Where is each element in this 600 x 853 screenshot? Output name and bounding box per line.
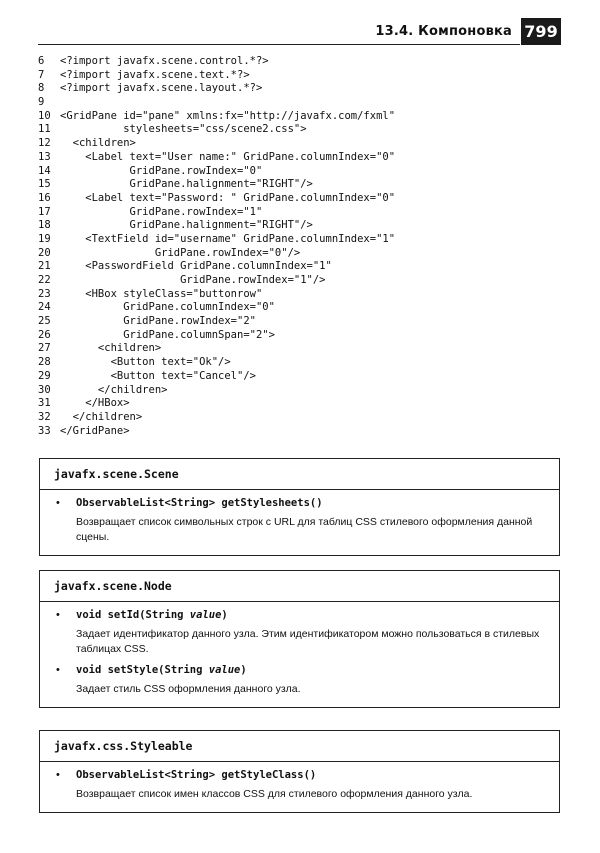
method-signature	[76, 496, 545, 511]
code-line	[38, 110, 558, 124]
code-text: GridPane.halignment="RIGHT"/>	[60, 219, 313, 232]
line-number: 8	[38, 82, 45, 95]
code-text: <children>	[60, 137, 136, 150]
code-text: <?import javafx.scene.control.*?>	[60, 55, 269, 67]
line-number: 13	[38, 150, 51, 163]
code-line	[38, 411, 558, 425]
line-number: 20	[38, 246, 51, 259]
page-header	[0, 18, 600, 48]
code-line	[38, 301, 558, 315]
line-number: 29	[38, 369, 51, 382]
code-text: <HBox styleClass="buttonrow"	[60, 287, 263, 300]
code-line	[38, 233, 558, 247]
code-line	[38, 151, 558, 165]
code-line	[38, 425, 558, 439]
line-number: 6	[38, 55, 45, 67]
bullet-icon: •	[56, 609, 60, 621]
method-description: Возвращает список имен классов CSS для стилевого оформления данного узла.	[76, 788, 473, 800]
signature-text: ObservableList<String> getStyleClass()	[76, 769, 317, 781]
line-number: 9	[38, 96, 45, 109]
code-line	[38, 219, 558, 233]
api-class-title: javafx.css.Styleable	[40, 731, 559, 762]
api-method-entry	[54, 608, 545, 657]
line-number: 24	[38, 301, 51, 314]
signature-param: value	[208, 664, 241, 676]
line-number: 15	[38, 178, 51, 191]
code-line	[38, 315, 558, 329]
line-number: 7	[38, 68, 45, 81]
bullet-icon: •	[56, 769, 60, 781]
code-text: <GridPane id="pane" xmlns:fx="http://javafx.com/fxml"	[60, 109, 396, 122]
bullet-icon: •	[56, 664, 60, 676]
code-line	[38, 274, 558, 288]
code-line	[38, 178, 558, 192]
code-line	[38, 397, 558, 411]
signature-text: ObservableList<String> getStylesheets()	[76, 497, 323, 509]
code-text: GridPane.columnIndex="0"	[60, 301, 275, 314]
code-line	[38, 384, 558, 398]
signature-text: void setId(String	[76, 609, 190, 621]
code-text: GridPane.rowIndex="0"/>	[60, 246, 301, 259]
api-box-body	[40, 762, 559, 812]
signature-tail: )	[221, 609, 228, 621]
api-class-title: javafx.scene.Node	[40, 571, 559, 602]
code-text: <Label text="User name:" GridPane.columnIndex="0"	[60, 150, 396, 163]
code-text: GridPane.halignment="RIGHT"/>	[60, 178, 313, 191]
method-signature	[76, 768, 545, 783]
header-rule	[38, 44, 520, 45]
code-text: GridPane.rowIndex="0"	[60, 164, 263, 177]
signature-tail: )	[240, 664, 247, 676]
method-description: Возвращает список символьных строк с URL для таблиц CSS стилевого оформления данной сцены.	[76, 516, 533, 543]
method-signature	[76, 663, 545, 678]
code-line	[38, 96, 558, 110]
code-text: <children>	[60, 342, 162, 355]
line-number: 28	[38, 356, 51, 369]
code-text: </children>	[60, 383, 168, 396]
api-box-styleable	[39, 730, 560, 813]
method-description: Задает стиль CSS оформления данного узла.	[76, 683, 301, 695]
code-text: GridPane.rowIndex="2"	[60, 315, 256, 328]
line-number: 22	[38, 274, 51, 286]
page-number: 799	[521, 18, 561, 45]
code-line	[38, 137, 558, 151]
api-box-scene	[39, 458, 560, 556]
signature-text: void setStyle(String	[76, 664, 209, 676]
code-text: <?import javafx.scene.text.*?>	[60, 68, 250, 81]
code-line	[38, 206, 558, 220]
line-number: 21	[38, 260, 51, 273]
code-line	[38, 356, 558, 370]
code-line	[38, 329, 558, 343]
code-listing	[38, 55, 558, 438]
code-text: </GridPane>	[60, 424, 130, 437]
method-signature	[76, 608, 545, 623]
api-class-title: javafx.scene.Scene	[40, 459, 559, 490]
line-number: 11	[38, 123, 51, 136]
line-number: 31	[38, 397, 51, 410]
signature-param: value	[189, 609, 222, 621]
line-number: 32	[38, 410, 51, 423]
api-method-entry	[54, 496, 545, 545]
code-text: <?import javafx.scene.layout.*?>	[60, 82, 263, 95]
code-line	[38, 260, 558, 274]
line-number: 30	[38, 383, 51, 396]
line-number: 23	[38, 287, 51, 300]
section-title: 13.4. Компоновка	[375, 24, 512, 39]
line-number: 14	[38, 164, 51, 177]
line-number: 10	[38, 109, 51, 122]
api-box-body	[40, 602, 559, 707]
bullet-icon: •	[56, 497, 60, 509]
code-text: <Button text="Cancel"/>	[60, 369, 256, 382]
line-number: 17	[38, 205, 51, 218]
line-number: 25	[38, 315, 51, 328]
code-line	[38, 123, 558, 137]
api-method-entry	[54, 663, 545, 697]
code-line	[38, 247, 558, 261]
line-number: 19	[38, 232, 51, 245]
code-text: </children>	[60, 410, 143, 423]
code-text: <TextField id="username" GridPane.columnIndex="1"	[60, 232, 396, 245]
code-line	[38, 82, 558, 96]
api-box-node	[39, 570, 560, 708]
code-line	[38, 192, 558, 206]
code-text: GridPane.columnSpan="2">	[60, 328, 275, 341]
code-line	[38, 69, 558, 83]
code-line	[38, 165, 558, 179]
code-line	[38, 288, 558, 302]
code-text: <Label text="Password: " GridPane.columnIndex="0"	[60, 191, 396, 204]
code-text: GridPane.rowIndex="1"/>	[60, 274, 326, 286]
method-description: Задает идентификатор данного узла. Этим идентификатором можно пользоваться в стилевых таблицах CSS.	[76, 628, 540, 655]
line-number: 12	[38, 137, 51, 150]
code-line	[38, 370, 558, 384]
code-line	[38, 55, 558, 69]
line-number: 26	[38, 328, 51, 341]
code-line	[38, 342, 558, 356]
code-text: <PasswordField GridPane.columnIndex="1"	[60, 260, 332, 273]
code-text: </HBox>	[60, 397, 130, 410]
code-text: <Button text="Ok"/>	[60, 356, 231, 369]
line-number: 18	[38, 219, 51, 232]
api-method-entry	[54, 768, 545, 802]
line-number: 27	[38, 342, 51, 355]
line-number: 16	[38, 191, 51, 204]
api-box-body	[40, 490, 559, 555]
code-text: GridPane.rowIndex="1"	[60, 205, 263, 218]
code-text: stylesheets="css/scene2.css">	[60, 123, 307, 136]
line-number: 33	[38, 424, 51, 437]
